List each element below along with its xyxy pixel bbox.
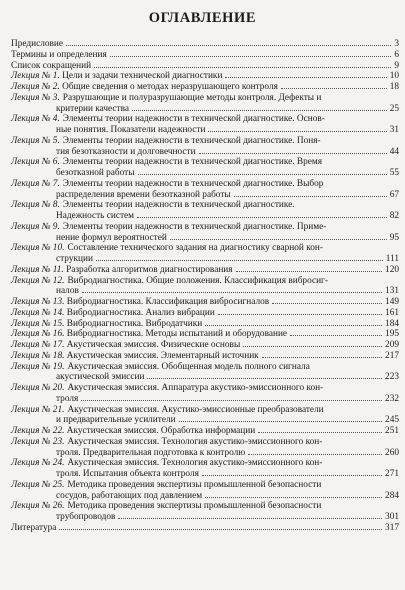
- dot-leader: [243, 346, 382, 347]
- toc-entry-line: [11, 448, 399, 459]
- lecture-title-continued: безотказной работы: [56, 168, 135, 178]
- page-number: 317: [385, 522, 399, 533]
- toc-entry-line: [11, 405, 399, 416]
- lecture-title-continued: критерии качества: [56, 103, 129, 114]
- lecture-number: Лекция № 7.: [11, 178, 60, 189]
- dot-leader: [82, 292, 382, 293]
- lecture-title: Акустическая эмиссия. Обработка информации: [64, 426, 256, 436]
- toc-entry-text: Термины и определения: [11, 49, 107, 60]
- toc-entry-text: [11, 297, 269, 308]
- lecture-number: Лекция № 22.: [11, 426, 65, 436]
- lecture-title: Вибродиагностика. Методы испытаний и оборудование: [64, 329, 288, 340]
- lecture-title: Элементы теории надежности в технической диагностике. Поня-: [62, 135, 321, 146]
- toc-entry-line: [11, 168, 399, 179]
- toc-entry-line: [11, 501, 399, 512]
- lecture-title: Разрушающие и полуразрушающие методы контроля. Дефекты и: [62, 92, 322, 103]
- lecture-title-continued: нение формул вероятностей: [56, 232, 167, 243]
- lecture-number: Лекция № 18.: [11, 350, 65, 361]
- toc-entry-line: [11, 93, 399, 104]
- page-number: 44: [389, 146, 399, 157]
- toc-entry-line: [11, 480, 399, 491]
- toc-entry-line: [11, 394, 399, 405]
- lecture-number: Лекция № 14.: [11, 307, 65, 318]
- toc-entry-line: [11, 415, 399, 426]
- toc-entry[interactable]: [11, 297, 399, 308]
- toc-entry[interactable]: [11, 276, 399, 298]
- lecture-title: Акустическая эмиссия. Обобщенная модель полного сигнала: [67, 361, 310, 372]
- toc-entry-text: [11, 265, 233, 276]
- toc-entry[interactable]: [11, 480, 399, 502]
- lecture-title-continued: ные понятия. Показатели надежности: [56, 125, 206, 135]
- dot-leader: [66, 45, 391, 46]
- lecture-title: Элементы теории надежности в технической диагностике. Время: [62, 157, 323, 168]
- lecture-title: Вибродиагностика. Общие положения. Классификация вибросиг-: [67, 275, 328, 286]
- page-number: 55: [389, 168, 399, 178]
- lecture-number: Лекция № 23.: [11, 436, 65, 447]
- page-number: 6: [394, 49, 399, 60]
- toc-entry[interactable]: [11, 157, 399, 179]
- lecture-number: Лекция № 20.: [11, 383, 65, 393]
- toc-entry[interactable]: [11, 71, 399, 82]
- page-number: 120: [385, 264, 399, 275]
- lecture-title: Вибродиагностика. Анализ вибрации: [64, 307, 215, 318]
- toc-entry-line: [11, 125, 399, 136]
- page-number: 82: [389, 211, 399, 221]
- dot-leader: [137, 217, 387, 218]
- toc-entry-line: [11, 383, 399, 394]
- lecture-number: Лекция № 17.: [11, 340, 65, 350]
- page-number: 18: [389, 82, 399, 92]
- toc-entry-line: [11, 286, 399, 297]
- dot-leader: [205, 497, 382, 498]
- lecture-number: Лекция № 5.: [11, 135, 60, 146]
- toc-entry-text: [11, 329, 287, 340]
- toc-entry-text: [11, 71, 222, 82]
- lecture-title-continued: троля. Испытания объекта контроля: [56, 469, 199, 479]
- toc-entry[interactable]: [11, 114, 399, 136]
- dot-leader: [199, 153, 387, 154]
- toc-entry[interactable]: [11, 329, 399, 340]
- toc-entry-line: [11, 458, 399, 469]
- dot-leader: [248, 454, 382, 455]
- page-number: 232: [385, 393, 399, 404]
- page-number: 271: [385, 469, 399, 479]
- lecture-number: Лекция № 9.: [11, 221, 60, 232]
- dot-leader: [138, 174, 387, 175]
- toc-entry-line: [11, 254, 399, 265]
- toc-entry[interactable]: [11, 308, 399, 319]
- page-number: 284: [385, 490, 399, 501]
- toc-entry-line: [11, 243, 399, 254]
- lecture-number: Лекция № 13.: [11, 297, 65, 307]
- toc-entry-line: [11, 136, 399, 147]
- toc-entry-line: [11, 157, 399, 168]
- lecture-title: Вибродиагностика. Классификация вибросигналов: [64, 297, 270, 307]
- toc-entry[interactable]: [11, 351, 399, 362]
- lecture-title: Акустическая эмиссия. Технология акустико-эмиссионного кон-: [67, 436, 323, 447]
- dot-leader: [110, 56, 392, 57]
- dot-leader: [236, 271, 382, 272]
- lecture-title-continued: струкции: [56, 254, 93, 264]
- lecture-number: Лекция № 24.: [11, 458, 65, 469]
- lecture-number: Лекция № 8.: [11, 200, 60, 211]
- toc-entry[interactable]: [11, 243, 399, 265]
- lecture-title: Цели и задачи технической диагностики: [59, 71, 223, 82]
- lecture-title: Методика проведения экспертизы промышленной безопасности: [67, 501, 322, 512]
- page-number: 223: [385, 372, 399, 383]
- page-number: 67: [389, 189, 399, 200]
- lecture-title: Акустическая эмиссия. Аппаратура акустико-эмиссионного кон-: [67, 383, 324, 393]
- dot-leader: [132, 110, 387, 111]
- page-number: 3: [394, 39, 399, 49]
- lecture-title: Элементы теории надежности в технической диагностике.: [62, 200, 295, 211]
- lecture-number: Лекция № 26.: [11, 501, 65, 512]
- lecture-title: Вибродиагностика. Вибродатчики: [64, 318, 203, 329]
- lecture-number: Лекция № 12.: [11, 275, 65, 286]
- page-number: 161: [385, 307, 399, 318]
- page-number: 31: [389, 125, 399, 135]
- page-number: 9: [394, 60, 399, 71]
- toc-entry[interactable]: [11, 50, 399, 61]
- toc-entry-line: [11, 437, 399, 448]
- lecture-title: Составление технического задания на диагностику сварной кон-: [67, 243, 323, 254]
- toc-entry-line: [11, 362, 399, 373]
- toc-entry[interactable]: [11, 383, 399, 405]
- toc-entry-line: [11, 114, 399, 125]
- toc-entry-line: [11, 469, 399, 480]
- lecture-title: Акустическая эмиссия. Физические основы: [64, 340, 241, 350]
- toc-entry-line: [11, 104, 399, 115]
- toc-entry-line: [11, 190, 399, 201]
- toc-entry[interactable]: [11, 362, 399, 384]
- dot-leader: [208, 131, 386, 132]
- dot-leader: [262, 357, 382, 358]
- dot-leader: [258, 432, 382, 433]
- dot-leader: [147, 378, 382, 379]
- lecture-title: Элементы теории надежности в технической диагностике. Основ-: [62, 114, 325, 125]
- lecture-title-continued: тия безотказности и долговечности: [56, 146, 196, 157]
- lecture-title-continued: троля. Предварительная подготовка к контролю: [56, 447, 246, 458]
- toc-entry-text: [11, 319, 202, 330]
- lecture-number: Лекция № 10.: [11, 243, 65, 254]
- lecture-number: Лекция № 2.: [11, 82, 60, 92]
- toc-entry[interactable]: [11, 265, 399, 276]
- dot-leader: [94, 67, 391, 68]
- lecture-number: Лекция № 6.: [11, 157, 60, 168]
- toc-entry[interactable]: [11, 405, 399, 427]
- toc-entry-text: [11, 82, 278, 93]
- toc-entry-text: [11, 308, 215, 319]
- dot-leader: [96, 260, 383, 261]
- page-number: 131: [385, 286, 399, 297]
- lecture-title-continued: троля: [56, 393, 79, 404]
- toc-entry-line: [11, 222, 399, 233]
- lecture-number: Лекция № 15.: [11, 318, 65, 329]
- toc-entry-line: [11, 233, 399, 244]
- toc-entry[interactable]: [11, 179, 399, 201]
- toc-entry-text: Список сокращений: [11, 60, 92, 71]
- dot-leader: [59, 529, 382, 530]
- toc-entry[interactable]: [11, 222, 399, 244]
- lecture-title-continued: Надежность систем: [56, 211, 135, 221]
- toc-entry-line: [11, 512, 399, 523]
- dot-leader: [290, 335, 382, 336]
- table-of-contents: [11, 39, 399, 534]
- page-number: 301: [385, 512, 399, 522]
- toc-entry-line: [11, 276, 399, 287]
- toc-entry[interactable]: [11, 39, 399, 50]
- toc-entry[interactable]: [11, 93, 399, 115]
- toc-entry[interactable]: [11, 437, 399, 459]
- dot-leader: [202, 475, 382, 476]
- lecture-number: Лекция № 1.: [11, 71, 60, 82]
- toc-entry-text: [11, 351, 259, 362]
- page-number: 251: [385, 426, 399, 436]
- lecture-title-continued: сосудов, работающих под давлением: [56, 490, 203, 501]
- page-number: 149: [385, 297, 399, 307]
- dot-leader: [179, 421, 382, 422]
- lecture-title: Акустическая эмиссия. Акустико-эмиссионные преобразователи: [67, 404, 324, 415]
- toc-entry[interactable]: [11, 82, 399, 93]
- toc-entry[interactable]: [11, 200, 399, 222]
- lecture-title: Разработка алгоритмов диагностирования: [63, 264, 233, 275]
- toc-entry[interactable]: [11, 319, 399, 330]
- lecture-title: Методика проведения экспертизы промышленной безопасности: [67, 479, 322, 490]
- lecture-number: Лекция № 3.: [11, 92, 60, 103]
- page-number: 209: [385, 340, 399, 350]
- dot-leader: [218, 314, 382, 315]
- toc-entry[interactable]: [11, 426, 399, 437]
- page-number: 260: [385, 447, 399, 458]
- toc-entry-line: [11, 491, 399, 502]
- dot-leader: [225, 77, 386, 78]
- lecture-number: Лекция № 16.: [11, 329, 65, 340]
- dot-leader: [170, 239, 387, 240]
- page-number: 10: [389, 71, 399, 82]
- lecture-title-continued: и предварительные усилители: [56, 415, 176, 426]
- toc-entry-line: [11, 179, 399, 190]
- toc-entry-text: Предисловие: [11, 39, 63, 49]
- page-number: 195: [385, 329, 399, 340]
- page-number: 184: [385, 318, 399, 329]
- toc-entry-text: Литература: [11, 522, 57, 533]
- toc-entry-line: [11, 147, 399, 158]
- toc-entry-line: [11, 211, 399, 222]
- toc-entry[interactable]: [11, 340, 399, 351]
- lecture-title: Элементы теории надежности в технической диагностике. Выбор: [62, 178, 324, 189]
- dot-leader: [281, 88, 387, 89]
- toc-entry[interactable]: [11, 523, 399, 534]
- lecture-title-continued: распределения времени безотказной работы: [56, 189, 231, 200]
- page-number: 245: [385, 415, 399, 426]
- lecture-title: Акустическая эмиссия. Технология акустико-эмиссионного кон-: [67, 458, 323, 469]
- toc-entry-text: [11, 340, 240, 351]
- lecture-title-continued: налов: [56, 286, 79, 297]
- lecture-number: Лекция № 4.: [11, 114, 60, 125]
- toc-entry[interactable]: [11, 136, 399, 158]
- toc-entry[interactable]: [11, 61, 399, 72]
- lecture-number: Лекция № 25.: [11, 479, 65, 490]
- lecture-title-continued: акустической эмиссии: [56, 372, 145, 383]
- dot-leader: [272, 303, 382, 304]
- dot-leader: [118, 518, 382, 519]
- dot-leader: [234, 196, 387, 197]
- dot-leader: [81, 400, 382, 401]
- toc-entry-text: [11, 426, 255, 437]
- toc-entry[interactable]: [11, 501, 399, 523]
- page-number: 95: [389, 232, 399, 243]
- lecture-title: Общие сведения о методах неразрушающего контроля: [59, 82, 278, 92]
- page-number: 217: [385, 350, 399, 361]
- page-number: 25: [389, 103, 399, 114]
- dot-leader: [205, 325, 382, 326]
- toc-entry[interactable]: [11, 458, 399, 480]
- page-number: 111: [385, 254, 399, 264]
- lecture-number: Лекция № 19.: [11, 361, 65, 372]
- lecture-title-continued: трубопроводов: [56, 512, 116, 522]
- lecture-number: Лекция № 11.: [11, 264, 64, 275]
- lecture-title: Элементы теории надежности в технической диагностике. Приме-: [62, 221, 327, 232]
- toc-entry-line: [11, 200, 399, 211]
- lecture-number: Лекция № 21.: [11, 404, 65, 415]
- page-title: ОГЛАВЛЕНИЕ: [148, 10, 257, 26]
- toc-entry-line: [11, 372, 399, 383]
- lecture-title: Акустическая эмиссия. Элементарный источник: [64, 350, 259, 361]
